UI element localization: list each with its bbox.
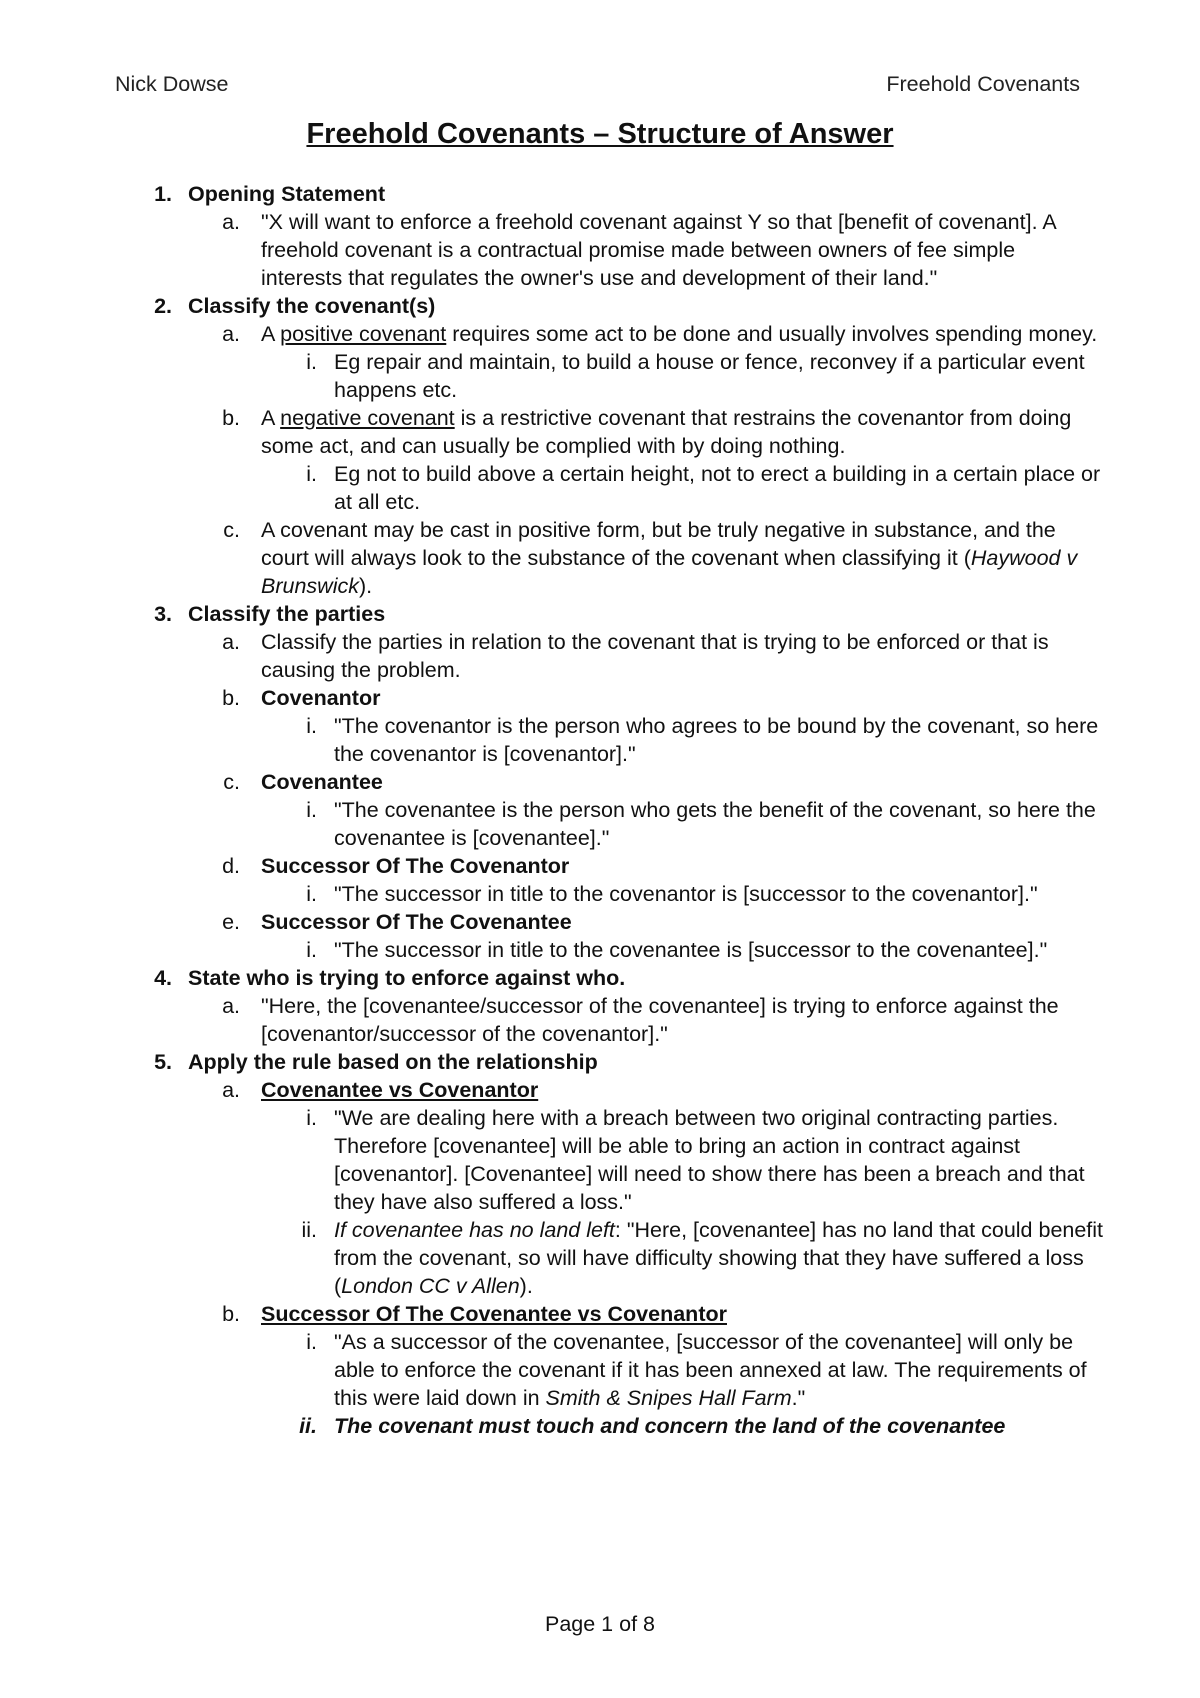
text-run: A (261, 322, 281, 346)
text-run: ). (519, 1274, 533, 1298)
section-heading: State who is trying to enforce against who. (188, 966, 626, 990)
list-item-text: Classify the parties in relation to the covenant that is trying to be enforced or that is causing the problem. (261, 630, 1049, 682)
text-run: A (261, 406, 281, 430)
list-marker: 4. (154, 966, 172, 990)
list-item (0, 796, 1200, 852)
list-marker: i. (306, 798, 317, 822)
subheading: Covenantee vs Covenantor (261, 1078, 539, 1102)
list-marker: 2. (154, 294, 172, 318)
header-author: Nick Dowse (115, 72, 229, 96)
list-marker: a. (222, 210, 240, 234)
list-marker: c. (223, 770, 240, 794)
section-heading: Opening Statement (188, 182, 386, 206)
list-marker: a. (222, 1078, 240, 1102)
list-marker: b. (222, 406, 240, 430)
italic-lead: If covenantee has no land left (334, 1218, 615, 1242)
list-item (0, 1104, 1200, 1216)
text-run: is a restrictive covenant that restrains the covenantor from doing some act, and can usually be complied with by doing nothing. (261, 406, 1072, 458)
text-run: ." (791, 1386, 806, 1410)
list-marker: i. (306, 714, 317, 738)
list-item (0, 712, 1200, 768)
list-marker: 3. (154, 602, 172, 626)
case-citation: London CC v Allen (341, 1274, 520, 1298)
section-4-heading (0, 964, 1200, 992)
subheading: Successor Of The Covenantor (261, 854, 570, 878)
list-item (0, 460, 1200, 516)
list-item (0, 880, 1200, 908)
list-item (0, 908, 1200, 936)
page-title: Freehold Covenants – Structure of Answer (306, 118, 894, 150)
list-item-text (334, 1328, 1104, 1412)
list-item-text: "Here, the [covenantee/successor of the covenantee] is trying to enforce against the [covenantor/successor of the covenantor]." (261, 994, 1059, 1046)
page-number: Page 1 of 8 (545, 1612, 655, 1636)
underlined-term: negative covenant (280, 406, 455, 430)
list-item (0, 1076, 1200, 1104)
list-marker: i. (306, 350, 317, 374)
section-2-heading (0, 292, 1200, 320)
list-marker: d. (222, 854, 240, 878)
list-item (0, 1328, 1200, 1412)
list-marker: i. (306, 938, 317, 962)
list-marker: a. (222, 630, 240, 654)
list-item (0, 684, 1200, 712)
text-run: ). (358, 574, 373, 598)
list-item-text (261, 404, 1101, 460)
list-item-text: Eg not to build above a certain height, not to erect a building in a certain place or at all etc. (334, 462, 1101, 514)
list-item (0, 1412, 1200, 1440)
list-item (0, 768, 1200, 796)
list-marker: i. (306, 1330, 317, 1354)
section-5-heading (0, 1048, 1200, 1076)
list-item (0, 1300, 1200, 1328)
list-item (0, 348, 1200, 404)
list-item (0, 516, 1200, 600)
section-3-heading (0, 600, 1200, 628)
list-item (0, 992, 1200, 1048)
list-item-text: "The successor in title to the covenantor is [successor to the covenantor]." (334, 882, 1038, 906)
text-run: requires some act to be done and usually involves spending money. (446, 322, 1098, 346)
list-marker: e. (222, 910, 240, 934)
text-run: A covenant may be cast in positive form, but be truly negative in substance, and the court will always look to the substance of the covenant when classifying it ( (261, 518, 1056, 570)
list-item-text (334, 1216, 1104, 1300)
list-item (0, 208, 1200, 292)
list-marker: i. (306, 882, 317, 906)
list-marker: a. (222, 322, 240, 346)
list-marker: i. (306, 1106, 317, 1130)
list-marker: ii. (301, 1218, 317, 1242)
list-marker: c. (223, 518, 240, 542)
list-item-text: "We are dealing here with a breach between two original contracting parties. Therefore [covenantee] will be able to bring an action in contract against [covenantor]. [Covenantee] will need to show there has been a breach and that they have also suffered a loss." (334, 1106, 1085, 1214)
text-run: : "Here, [covenantee] has no land that could benefit from the covenant, so will have difficulty showing that they have suffered a loss ( (334, 1218, 1104, 1298)
subheading: Successor Of The Covenantee (261, 910, 572, 934)
list-item-text: "The successor in title to the covenantee is [successor to the covenantee]." (334, 938, 1048, 962)
list-marker: a. (222, 994, 240, 1018)
list-item-text: Eg repair and maintain, to build a house or fence, reconvey if a particular event happens etc. (334, 350, 1085, 402)
list-marker: 5. (154, 1050, 172, 1074)
list-item (0, 852, 1200, 880)
list-item-text (261, 516, 1101, 600)
subheading: Covenantor (261, 686, 381, 710)
list-item-text: "X will want to enforce a freehold covenant against Y so that [benefit of covenant]. A freehold covenant is a contractual promise made between owners of fee simple interests that regulates the owner's use and development of their land." (261, 210, 1056, 290)
list-item-text: "The covenantor is the person who agrees to be bound by the covenant, so here the covenantor is [covenantor]." (334, 714, 1099, 766)
list-marker: b. (222, 686, 240, 710)
list-item (0, 1216, 1200, 1300)
list-marker: 1. (154, 182, 172, 206)
list-marker: b. (222, 1302, 240, 1326)
list-item (0, 936, 1200, 964)
list-item (0, 628, 1200, 684)
list-item-text: "The covenantee is the person who gets the benefit of the covenant, so here the covenantee is [covenantee]." (334, 798, 1096, 850)
case-citation: Smith & Snipes Hall Farm (545, 1386, 792, 1410)
list-item-text: The covenant must touch and concern the land of the covenantee (334, 1414, 1006, 1438)
page-header (115, 70, 1080, 100)
section-1-heading (0, 180, 1200, 208)
list-marker: i. (306, 462, 317, 486)
document-body (0, 180, 1200, 1440)
case-citation: Haywood v Brunswick (261, 546, 1078, 598)
text-run: "As a successor of the covenantee, [successor of the covenantee] will only be able to enforce the covenant if it has been annexed at law. The requirements of this were laid down in (334, 1330, 1087, 1410)
list-item (0, 404, 1200, 460)
subheading: Covenantee (261, 770, 383, 794)
section-heading: Classify the covenant(s) (188, 294, 436, 318)
section-heading: Apply the rule based on the relationship (188, 1050, 598, 1074)
list-item-text (261, 320, 1101, 348)
header-doc-title: Freehold Covenants (886, 72, 1080, 96)
subheading: Successor Of The Covenantee vs Covenantor (261, 1302, 727, 1326)
list-item (0, 320, 1200, 348)
list-marker: ii. (299, 1414, 317, 1438)
section-heading: Classify the parties (188, 602, 386, 626)
underlined-term: positive covenant (280, 322, 447, 346)
